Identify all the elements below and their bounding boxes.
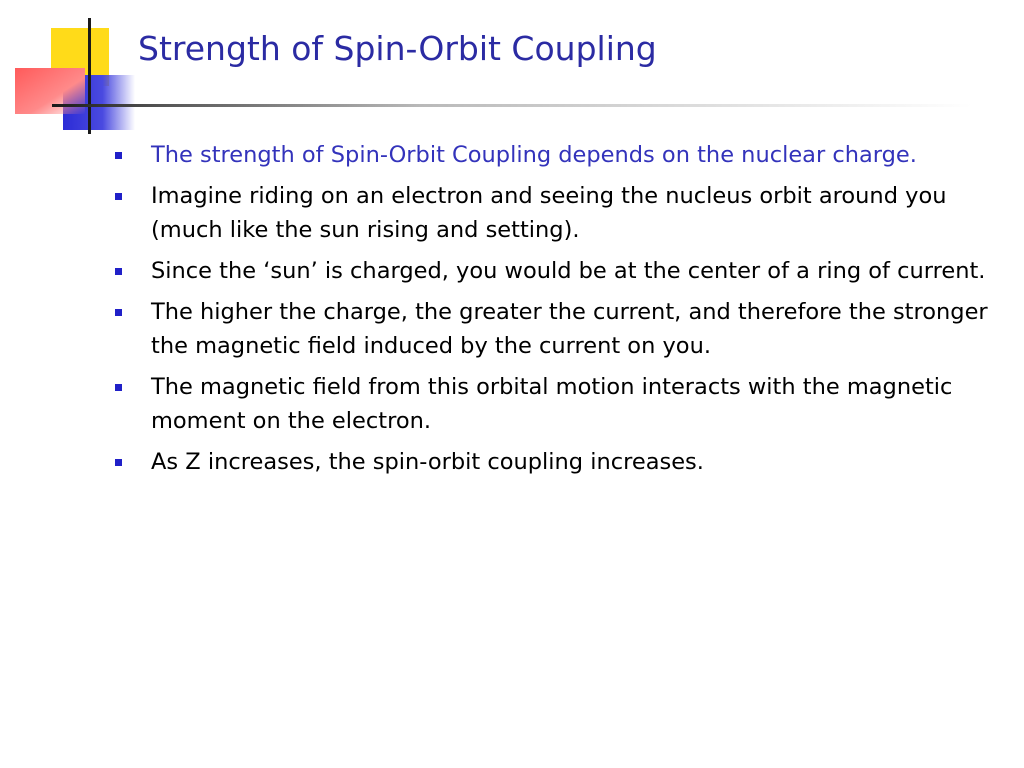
slide-title: Strength of Spin-Orbit Coupling [138, 29, 657, 68]
bullet-text: As Z increases, the spin-orbit coupling increases. [151, 449, 704, 475]
square-bullet-icon [115, 384, 122, 391]
square-bullet-icon [115, 152, 122, 159]
bullet-item [112, 254, 1002, 288]
square-bullet-icon [115, 309, 122, 316]
bullet-text: The magnetic field from this orbital motion interacts with the magnetic moment on the electron. [151, 374, 953, 434]
bullet-text: The strength of Spin-Orbit Coupling depends on the nuclear charge. [151, 142, 917, 168]
logo-vertical-line [88, 18, 91, 134]
bullet-text: The higher the charge, the greater the current, and therefore the stronger the magnetic field induced by the current on you. [151, 299, 988, 359]
square-cross-logo-icon [0, 0, 150, 140]
bullet-item [112, 179, 1002, 247]
logo-red-square [15, 68, 85, 114]
bullet-item [112, 295, 1002, 363]
bullet-item [112, 445, 1002, 479]
square-bullet-icon [115, 193, 122, 200]
bullet-item [112, 138, 1002, 172]
bullet-text: Imagine riding on an electron and seeing the nucleus orbit around you (much like the sun rising and setting). [151, 183, 947, 243]
square-bullet-icon [115, 268, 122, 275]
title-underline [52, 104, 972, 107]
bullet-item [112, 370, 1002, 438]
bullet-list [112, 138, 1002, 486]
square-bullet-icon [115, 459, 122, 466]
bullet-text: Since the ‘sun’ is charged, you would be at the center of a ring of current. [151, 258, 986, 284]
